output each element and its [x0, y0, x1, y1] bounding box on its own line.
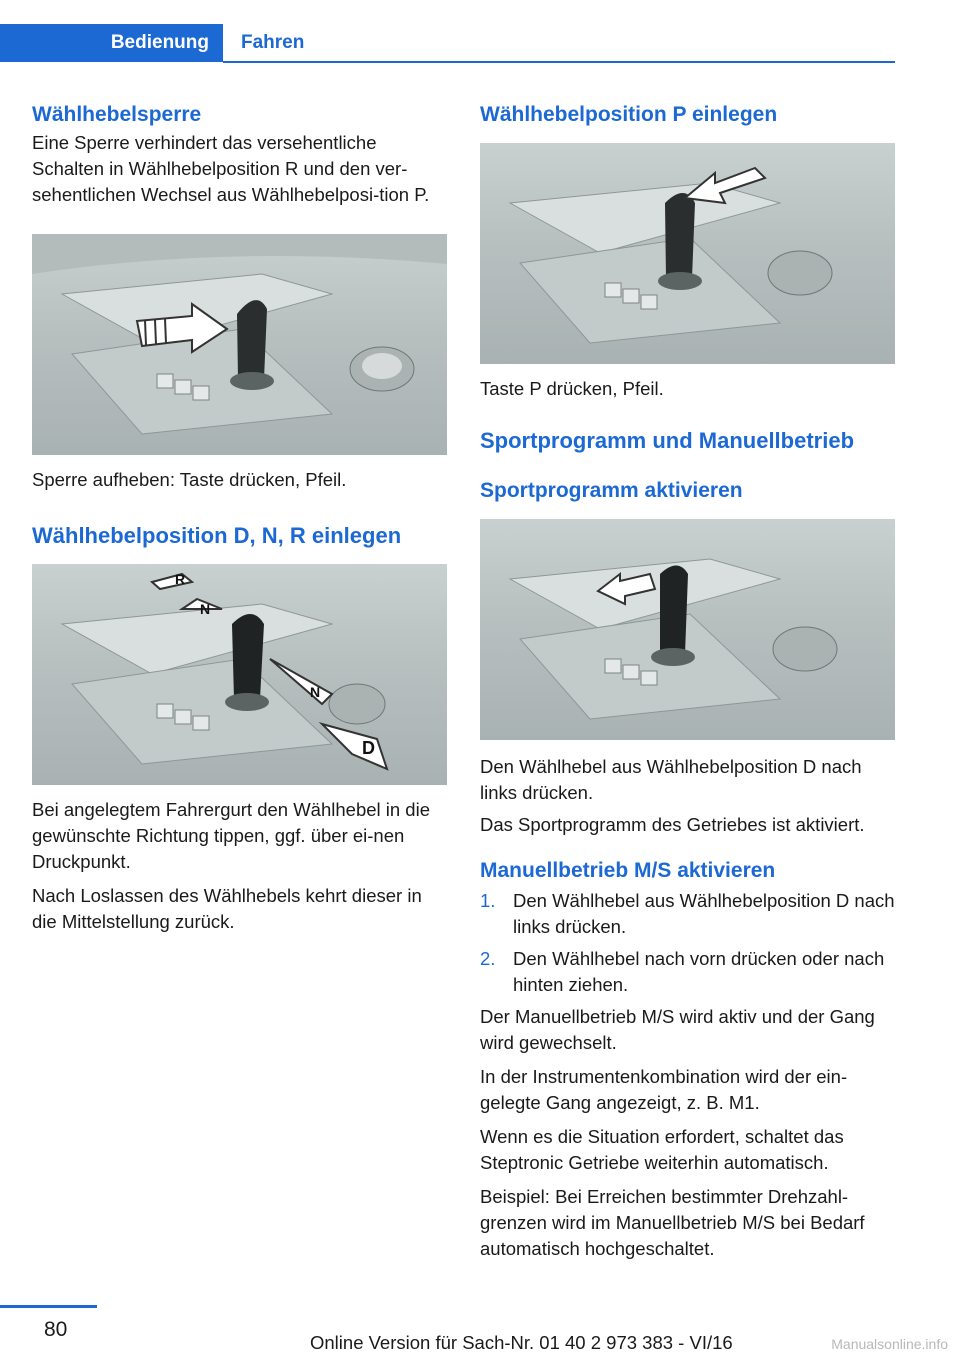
label-d: D — [362, 738, 375, 758]
caption-taste-p: Taste P drücken, Pfeil. — [480, 378, 664, 399]
caption-sperre-aufheben: Sperre aufheben: Taste drücken, Pfeil. — [32, 469, 347, 490]
figure-dnr-positions — [32, 564, 447, 785]
left-column — [32, 100, 447, 935]
figure-p-button — [480, 143, 895, 364]
header-rule — [223, 61, 895, 63]
heading-p-einlegen: Wählhebelposition P einlegen — [480, 103, 778, 126]
paragraph-fahrergurt: Bei angelegtem Fahrergurt den Wählhebel in die gewünschte Richtung tippen, ggf. über ei-nen Druckpunkt. — [32, 799, 430, 872]
paragraph-manuell-aktiv: Der Manuellbetrieb M/S wird aktiv und der Gang wird gewechselt. — [480, 1006, 875, 1053]
list-item — [480, 888, 895, 940]
paragraph-instrumentenkombination: In der Instrumentenkombination wird der ein-gelegte Gang angezeigt, z. B. M1. — [480, 1066, 848, 1113]
tab-bedienung[interactable]: Bedienung — [0, 24, 223, 62]
heading-sportprogramm-manuell: Sportprogramm und Manuellbetrieb — [480, 428, 855, 453]
right-column — [480, 100, 895, 1262]
list-item — [480, 946, 895, 998]
step-text: Den Wählhebel aus Wählhebelposition D nach links drücken. — [513, 890, 895, 937]
step-number: 2. — [480, 948, 496, 969]
label-n-upper: N — [200, 601, 211, 617]
label-n-lower: N — [310, 684, 321, 700]
heading-dnr-einlegen: Wählhebelposition D, N, R einlegen — [32, 523, 402, 548]
footer-rule — [0, 1305, 97, 1308]
online-version-text: Online Version für Sach-Nr. 01 40 2 973 383 - VI/16 — [310, 1332, 733, 1353]
watermark: Manualsonline.info — [831, 1336, 948, 1352]
paragraph-beispiel: Beispiel: Bei Erreichen bestimmter Drehzahl-grenzen wird im Manuellbetrieb M/S bei Bedarf automatisch hochgeschaltet. — [480, 1186, 865, 1259]
header-tabs — [0, 24, 895, 62]
step-text: Den Wählhebel nach vorn drücken oder nach hinten ziehen. — [513, 948, 885, 995]
step-number: 1. — [480, 890, 496, 911]
label-r: R — [175, 571, 186, 587]
tab-fahren[interactable]: Fahren — [241, 32, 305, 53]
figure-sport-mode — [480, 519, 895, 740]
paragraph-sperre: Eine Sperre verhindert das versehentliche Schalten in Wählhebelposition R und den ver-sehentlichen Wechsel aus Wählhebelposi-tion P. — [32, 132, 430, 205]
paragraph-situation: Wenn es die Situation erfordert, schaltet das Steptronic Getriebe weiterhin automatisch. — [480, 1126, 844, 1173]
paragraph-sport-aktiv: Das Sportprogramm des Getriebes ist aktiviert. — [480, 814, 865, 835]
figure-shift-lock — [32, 234, 447, 455]
paragraph-loslassen: Nach Loslassen des Wählhebels kehrt dieser in die Mittelstellung zurück. — [32, 885, 422, 932]
heading-waehlhebelsperre: Wählhebelsperre — [32, 103, 202, 126]
heading-manuell-aktivieren: Manuellbetrieb M/S aktivieren — [480, 859, 776, 882]
paragraph-nach-links: Den Wählhebel aus Wählhebelposition D nach links drücken. — [480, 756, 862, 803]
heading-sportprogramm-aktivieren: Sportprogramm aktivieren — [480, 479, 743, 502]
steps-list — [480, 888, 895, 998]
page-number: 80 — [44, 1318, 68, 1341]
